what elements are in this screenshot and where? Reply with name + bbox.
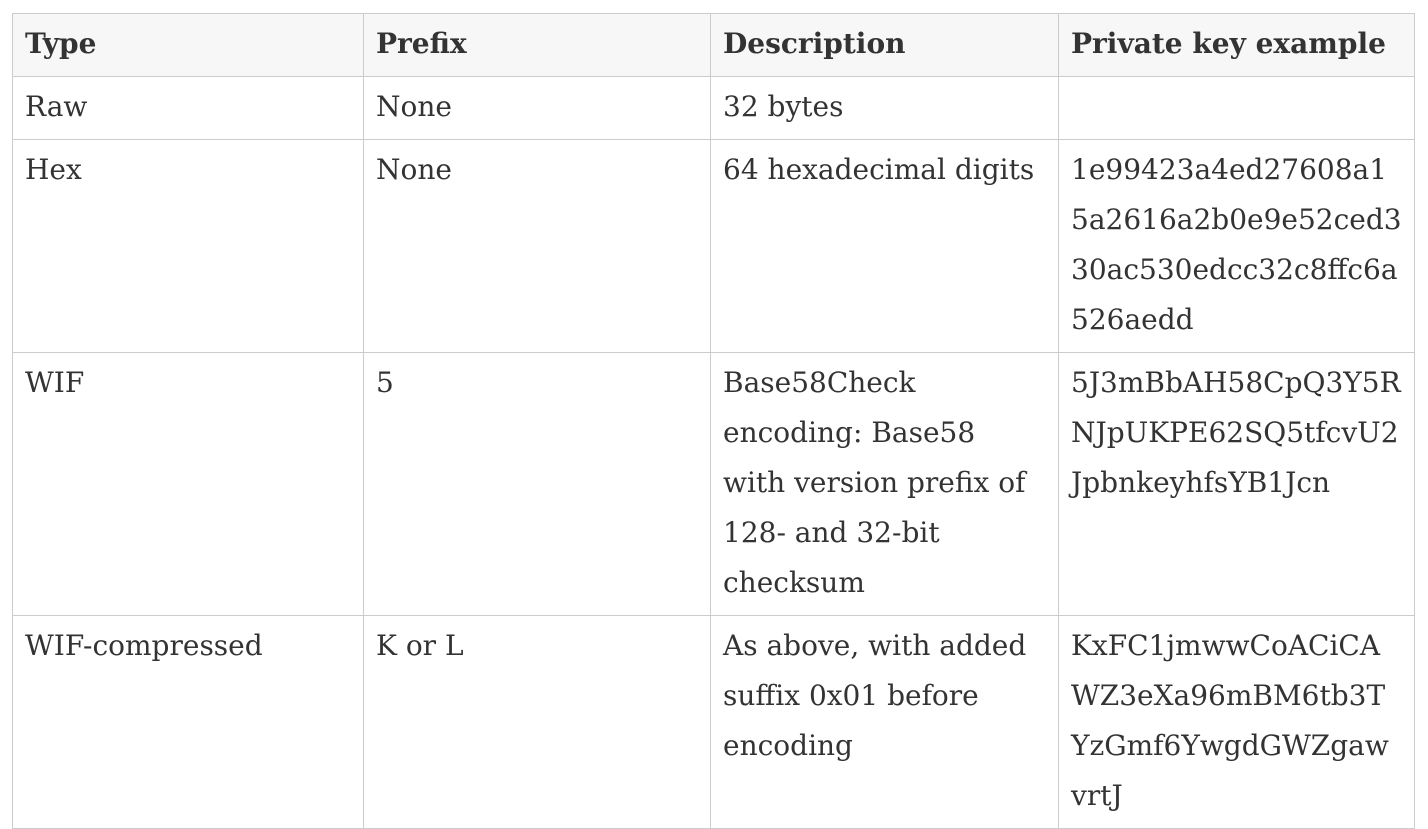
cell-raw-description: 32 bytes [711, 77, 1059, 140]
table-row-wif-compressed [13, 616, 1415, 829]
cell-hex-description: 64 hexadecimal digits [711, 140, 1059, 353]
cell-wif-compressed-type: WIF-compressed [13, 616, 364, 829]
table-row-hex [13, 140, 1415, 353]
cell-wif-prefix: 5 [364, 353, 711, 616]
cell-raw-prefix: None [364, 77, 711, 140]
header-cell-description: Description [711, 14, 1059, 77]
table-row-raw [13, 77, 1415, 140]
header-cell-private-key-example: Private key example [1059, 14, 1415, 77]
header-cell-prefix: Prefix [364, 14, 711, 77]
table-row-wif [13, 353, 1415, 616]
cell-wif-description: Base58Check encoding: Base58 with version prefix of 128- and 32-bit checksum [711, 353, 1059, 616]
cell-wif-compressed-example: KxFC1jmwwCoACiCAWZ3eXa96mBM6tb3TYzGmf6YwgdGWZgawvrtJ [1059, 616, 1415, 829]
cell-wif-example: 5J3mBbAH58CpQ3Y5RNJpUKPE62SQ5tfcvU2JpbnkeyhfsYB1Jcn [1059, 353, 1415, 616]
cell-raw-type: Raw [13, 77, 364, 140]
table-header-row [13, 14, 1415, 77]
header-cell-type: Type [13, 14, 364, 77]
cell-hex-prefix: None [364, 140, 711, 353]
cell-hex-type: Hex [13, 140, 364, 353]
private-key-formats-table [12, 13, 1415, 829]
cell-hex-example: 1e99423a4ed27608a15a2616a2b0e9e52ced330ac530edcc32c8ffc6a526aedd [1059, 140, 1415, 353]
cell-wif-type: WIF [13, 353, 364, 616]
cell-raw-example [1059, 77, 1415, 140]
cell-wif-compressed-prefix: K or L [364, 616, 711, 829]
cell-wif-compressed-description: As above, with added suffix 0x01 before encoding [711, 616, 1059, 829]
